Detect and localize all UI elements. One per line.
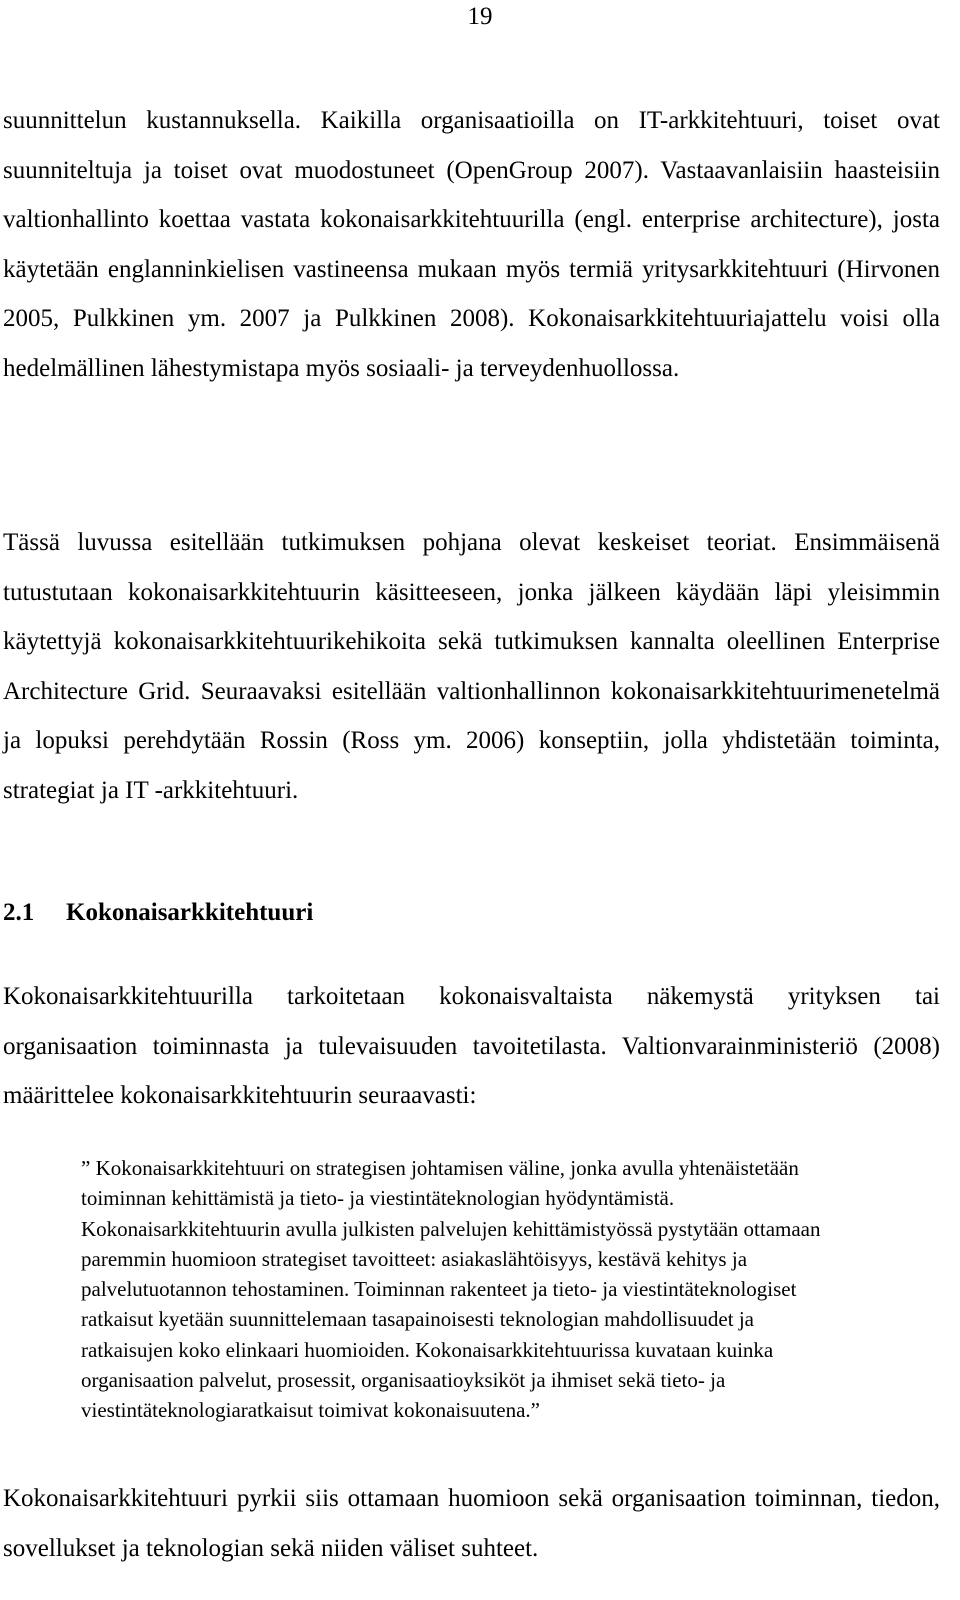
paragraph-intro: suunnittelun kustannuksella. Kaikilla organisaatioilla on IT-arkkitehtuuri, toiset ovat suunniteltuja ja toiset ovat muodostuneet (OpenGroup 2007). Vastaavanlaisiin haasteisiin valtionhallinto koettaa vastata kokonaisarkkitehtuurilla (engl. enterprise architecture), josta käytetään englanninkielisen vastineensa mukaan myös termiä yritysarkkitehtuuri (Hirvonen 2005, Pulkkinen ym. 2007 ja Pulkkinen 2008). Kokonaisarkkitehtuuriajattelu voisi olla hedelmällinen lähestymistapa myös sosiaali- ja terveydenhuollossa.	[3, 107, 940, 382]
page-number: 19	[467, 3, 493, 30]
paragraph-closing: Kokonaisarkkitehtuuri pyrkii siis ottamaan huomioon sekä organisaation toiminnan, tiedon, sovellukset ja teknologian sekä niiden väliset suhteet.	[3, 1485, 940, 1562]
paragraph-definition-intro: Kokonaisarkkitehtuurilla tarkoitetaan kokonaisvaltaista näkemystä yrityksen tai organisaation toiminnasta ja tulevaisuuden tavoitetilasta. Valtionvarainministeriö (2008) määrittelee kokonaisarkkitehtuurin seuraavasti:	[3, 983, 940, 1110]
paragraph-overview: Tässä luvussa esitellään tutkimuksen pohjana olevat keskeiset teoriat. Ensimmäisenä tutustutaan kokonaisarkkitehtuurin käsitteeseen, jonka jälkeen käydään läpi yleisimmin käytettyjä kokonaisarkkitehtuurikehikoita sekä tutkimuksen kannalta oleellinen Enterprise Architecture Grid. Seuraavaksi esitellään valtionhallinnon kokonaisarkkitehtuurimenetelmä ja lopuksi perehdytään Rossin (Ross ym. 2006) konseptiin, jolla yhdistetään toiminta, strategiat ja IT -arkkitehtuuri.	[3, 529, 940, 804]
section-title: Kokonaisarkkitehtuuri	[66, 899, 314, 926]
section-number: 2.1	[3, 899, 35, 926]
block-quote: ” Kokonaisarkkitehtuuri on strategisen johtamisen väline, jonka avulla yhtenäistetään toiminnan kehittämistä ja tieto- ja viestintäteknologian hyödyntämistä. Kokonaisarkkitehtuurin avulla julkisten palvelujen kehittämistyössä pystytään ottamaan paremmin huomioon strategiset tavoitteet: asiakaslähtöisyys, kestävä kehitys ja palvelutuotannon tehostaminen. Toiminnan rakenteet ja tieto- ja viestintäteknologiset ratkaisut kyetään suunnittelemaan tasapainoisesti teknologian mahdollisuudet ja ratkaisujen koko elinkaari huomioiden. Kokonaisarkkitehtuurissa kuvataan kuinka organisaation palvelut, prosessit, organisaatioyksiköt ja ihmiset sekä tieto- ja viestintäteknologiaratkaisut toimivat kokonaisuutena.”	[81, 1156, 821, 1423]
section-heading	[3, 896, 313, 930]
